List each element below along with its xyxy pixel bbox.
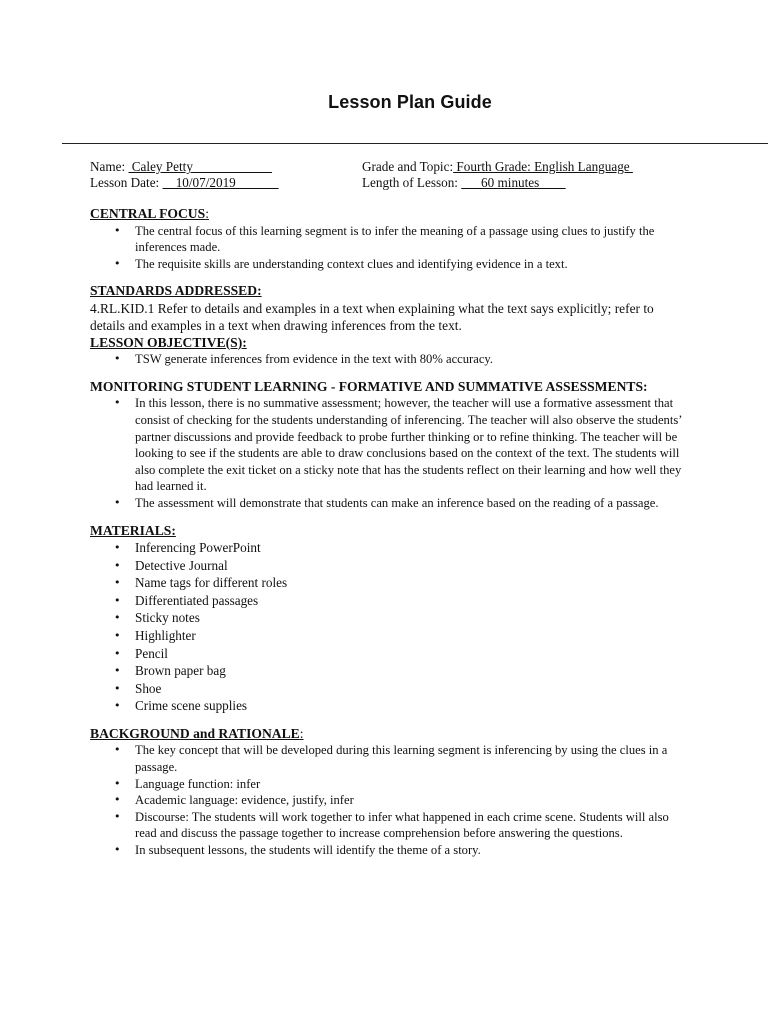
background-colon: : xyxy=(299,725,304,741)
central-focus-list xyxy=(90,223,682,273)
length-value: 60 minutes xyxy=(461,175,566,190)
list-item: • Academic language: evidence, justify, infer xyxy=(90,792,682,809)
monitoring-list xyxy=(90,395,682,511)
objectives-list xyxy=(90,351,682,368)
list-item: • Shoe xyxy=(90,680,682,698)
list-item: • Language function: infer xyxy=(90,776,682,793)
list-item: • TSW generate inferences from evidence in the text with 80% accuracy. xyxy=(90,351,682,368)
list-item: • Name tags for different roles xyxy=(90,574,682,592)
list-item: • Differentiated passages xyxy=(90,592,682,610)
central-focus-title: CENTRAL FOCUS xyxy=(90,206,206,221)
date-label: Lesson Date: xyxy=(90,175,160,190)
list-item: • In this lesson, there is no summative assessment; however, the teacher will use a formative assessment that consist of checking for the students understanding of inferencing. The teacher will also observe the students’ partner discussions and provide feedback to probe further thinking or to refine thinking. The teacher will be looking to see if the students are able to draw conclusions based on the context of the text. The students will also complete the exit ticket on a sticky note that has the students reflect on their learning and how well they had learned it. xyxy=(90,395,682,495)
title-divider xyxy=(62,143,768,144)
name-value: Caley Petty xyxy=(128,159,273,174)
standards-text: 4.RL.KID.1 Refer to details and examples in a text when explaining what the text says explicitly; refer to details and examples in a text when drawing inferences from the text. xyxy=(90,300,654,334)
length-row xyxy=(362,175,566,190)
date-value: 10/07/2019 xyxy=(162,175,279,190)
list-item: • The key concept that will be developed during this learning segment is inferencing by using the clues in a passage. xyxy=(90,742,682,775)
date-row xyxy=(90,175,279,190)
name-row xyxy=(90,159,272,174)
list-item: • Discourse: The students will work together to infer what happened in each crime scene. Students will also read and discuss the passage together to increase comprehension before answering the questions. xyxy=(90,809,682,842)
background-heading xyxy=(90,726,682,743)
objectives-heading: LESSON OBJECTIVE(S): xyxy=(90,334,247,350)
central-focus-colon: : xyxy=(205,206,209,221)
grade-row xyxy=(362,159,633,174)
list-item: • Highlighter xyxy=(90,627,682,645)
background-list xyxy=(90,742,682,858)
grade-label: Grade and Topic: xyxy=(362,159,454,174)
lesson-content xyxy=(90,206,682,859)
list-item: • In subsequent lessons, the students will identify the theme of a story. xyxy=(90,842,682,859)
materials-heading: MATERIALS: xyxy=(90,522,176,538)
list-item: • The requisite skills are understanding context clues and identifying evidence in a text. xyxy=(90,256,682,273)
document-title: Lesson Plan Guide xyxy=(328,92,492,112)
materials-list xyxy=(90,539,682,715)
list-item: • Sticky notes xyxy=(90,609,682,627)
name-label: Name: xyxy=(90,159,126,174)
grade-value: Fourth Grade: English Language xyxy=(453,159,633,174)
background-title: BACKGROUND and RATIONALE xyxy=(90,725,300,741)
central-focus-heading xyxy=(90,206,682,223)
list-item: • The assessment will demonstrate that students can make an inference based on the reading of a passage. xyxy=(90,495,682,512)
length-label: Length of Lesson: xyxy=(362,175,458,190)
monitoring-heading: MONITORING STUDENT LEARNING - FORMATIVE AND SUMMATIVE ASSESSMENTS: xyxy=(90,378,648,394)
list-item: • The central focus of this learning segment is to infer the meaning of a passage using clues to justify the inferences made. xyxy=(90,223,682,256)
list-item: • Brown paper bag xyxy=(90,662,682,680)
list-item: • Inferencing PowerPoint xyxy=(90,539,682,557)
list-item: • Pencil xyxy=(90,645,682,663)
list-item: • Detective Journal xyxy=(90,557,682,575)
list-item: • Crime scene supplies xyxy=(90,697,682,715)
standards-heading: STANDARDS ADDRESSED: xyxy=(90,283,262,299)
